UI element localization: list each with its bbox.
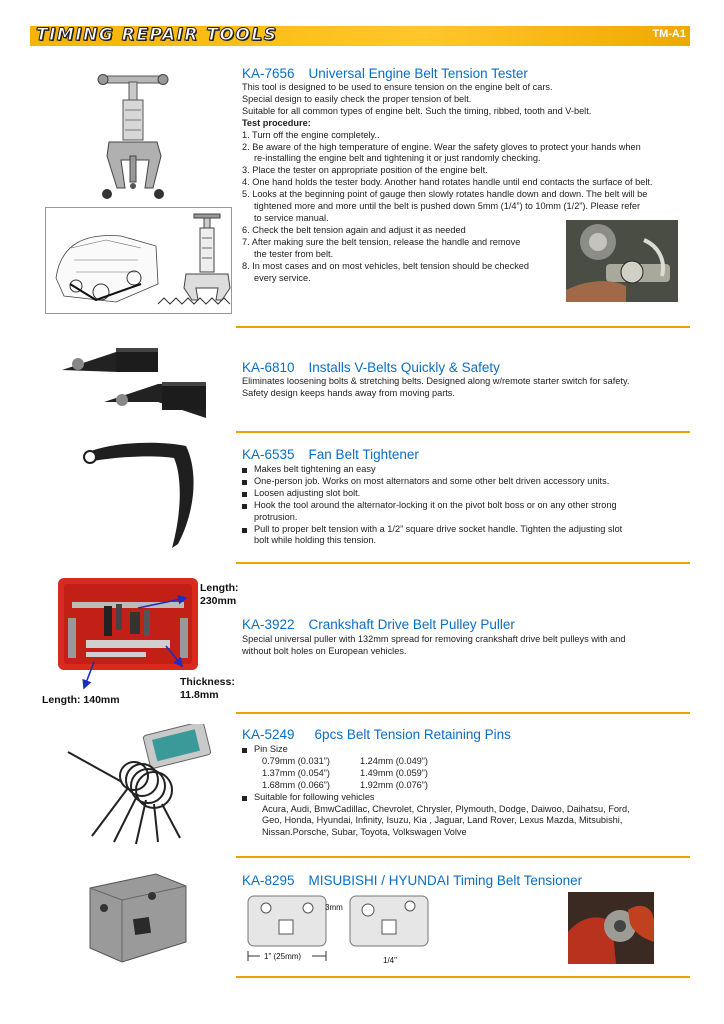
- section-divider: [236, 431, 690, 433]
- procedure-step: 4. One hand holds the tester body. Another hand rotates handle until end contacts the surface of belt.: [242, 177, 653, 188]
- feature-item: Makes belt tightening an easy: [242, 464, 692, 476]
- procedure-step: 7. After making sure the belt tension, release the handle and remove: [242, 236, 521, 247]
- product-code: KA-3922: [242, 617, 295, 632]
- intro-line: Suitable for all common types of engine belt. Such the timing, ribbed, tooth and V-belt.: [242, 105, 592, 116]
- vehicles-heading: Suitable for following vehicles: [242, 792, 692, 804]
- intro-line: This tool is designed to be used to ensure tension on the engine belt of cars.: [242, 82, 553, 92]
- vehicles-list: [242, 804, 692, 840]
- spec-list: [242, 792, 692, 804]
- section-divider: [236, 326, 690, 328]
- length-230-label: Length: 230mm: [200, 582, 239, 607]
- procedure-step-cont: every service.: [254, 272, 311, 283]
- procedure-step: 6. Check the belt tension again and adjust it as needed: [242, 224, 466, 235]
- thickness-label: Thickness: 11.8mm: [180, 676, 235, 701]
- description-ka-3922: [242, 634, 692, 658]
- product-name: Universal Engine Belt Tension Tester: [308, 66, 528, 81]
- hole-size-label: 3mm: [325, 903, 343, 912]
- page-title: TIMING REPAIR TOOLS: [36, 25, 278, 45]
- description-ka-6535: [242, 464, 692, 547]
- procedure-step: 1. Turn off the engine completely..: [242, 129, 380, 140]
- square-size-label: 1/4": [383, 956, 397, 965]
- pin-size-table: [242, 756, 692, 792]
- product-title-ka-6810: [242, 360, 500, 375]
- product-title-ka-5249: [242, 727, 511, 742]
- procedure-step-cont: re-installing the engine belt and tightening it or just randomly checking.: [254, 153, 541, 164]
- dimension-arrows: [70, 590, 190, 700]
- product-title-ka-7656: [242, 66, 528, 81]
- description-ka-5249: [242, 744, 692, 839]
- section-divider: [236, 712, 690, 714]
- v-belt-installer-photo: [58, 342, 208, 422]
- product-title-ka-8295: [242, 873, 582, 888]
- intro-line: Special design to easily check the proper tension of belt.: [242, 93, 472, 104]
- pin-size-row: 1.68mm (0.066”) 1.92mm (0.076”): [262, 779, 428, 790]
- procedure-step: 8. In most cases and on most vehicles, belt tension should be checked: [242, 260, 530, 271]
- feature-item: Loosen adjusting slot bolt.: [242, 488, 692, 500]
- section-divider: [236, 856, 690, 858]
- pin-size-heading: Pin Size: [242, 744, 692, 756]
- belt-tension-tester-photo: [95, 70, 175, 202]
- pin-size-row: 0.79mm (0.031”) 1.24mm (0.049”): [262, 755, 428, 766]
- tester-diagram: [45, 207, 232, 314]
- tensioner-in-use-photo: [568, 892, 654, 964]
- description-line: Eliminates loosening bolts & stretching belts. Designed along w/remote starter switch for safety.: [242, 376, 630, 386]
- vehicles-line: Acura, Audi, BmwCadillac, Chevrolet, Chrysler, Plymouth, Dodge, Daiwoo, Daihatsu, Ford,: [262, 803, 630, 814]
- retaining-pins-photo: [62, 724, 214, 846]
- vehicles-line: Geo, Honda, Hyundai, Infinity, Isuzu, Kia , Jaguar, Land Rover, Lexus Mazda, Mitsubishi,: [262, 815, 623, 826]
- procedure-step-cont: the tester from belt.: [254, 248, 334, 259]
- width-label: 1" (25mm): [264, 952, 302, 961]
- section-divider: [236, 976, 690, 978]
- product-name: Crankshaft Drive Belt Pulley Puller: [308, 617, 515, 632]
- procedure-step: 2. Be aware of the high temperature of engine. Wear the safety gloves to protect your hands when: [242, 141, 641, 152]
- feature-item: Pull to proper belt tension with a 1/2” square drive socket handle. Tighten the adjusting slot bolt while holding this tension.: [242, 524, 692, 548]
- length-140-label: Length: 140mm: [42, 694, 120, 706]
- product-code: KA-8295: [242, 873, 295, 888]
- product-name: MISUBISHI / HYUNDAI Timing Belt Tensioner: [308, 873, 583, 888]
- description-line: without bolt holes on European vehicles.: [242, 645, 407, 656]
- tester-in-use-photo: [566, 220, 678, 302]
- procedure-step-cont: to service manual.: [254, 212, 329, 223]
- feature-list: [242, 464, 692, 547]
- product-title-ka-3922: [242, 617, 515, 632]
- product-name: Installs V-Belts Quickly & Safety: [308, 360, 500, 375]
- description-line: Special universal puller with 132mm spread for removing crankshaft drive belt pulleys with and: [242, 634, 626, 644]
- product-code: KA-7656: [242, 66, 295, 81]
- product-code: KA-6535: [242, 447, 295, 462]
- vehicles-line: Nissan.Porsche, Subar, Toyota, Volkswagen Volve: [262, 827, 467, 838]
- product-name: Fan Belt Tightener: [308, 447, 419, 462]
- section-divider: [236, 562, 690, 564]
- page-code: TM-A1: [652, 28, 686, 40]
- procedure-heading: Test procedure:: [242, 117, 311, 128]
- spec-list: [242, 744, 692, 756]
- pin-size-row: 1.37mm (0.054”) 1.49mm (0.059”): [262, 767, 428, 778]
- procedure-step: 5. Looks at the beginning point of gauge then slowly rotates handle down and down. The belt will be: [242, 189, 648, 200]
- feature-item: One-person job. Works on most alternators and some other belt driven accessory units.: [242, 476, 692, 488]
- description-ka-6810: [242, 376, 692, 400]
- procedure-step-cont: tightened more and more until the belt is pushed down 5mm (1/4”) to 10mm (1/2”). Please refer: [254, 201, 641, 212]
- description-line: Safety design keeps hands away from moving parts.: [242, 387, 455, 398]
- feature-item: Hook the tool around the alternator-locking it on the pivot bolt boss or on any other strong protrusion.: [242, 500, 692, 524]
- product-code: KA-5249: [242, 727, 295, 742]
- product-title-ka-6535: [242, 447, 419, 462]
- product-name: 6pcs Belt Tension Retaining Pins: [314, 727, 511, 742]
- procedure-step: 3. Place the tester on appropriate position of the engine belt.: [242, 165, 488, 176]
- fan-belt-tightener-photo: [78, 440, 203, 552]
- timing-belt-tensioner-photo: [82, 868, 192, 968]
- product-code: KA-6810: [242, 360, 295, 375]
